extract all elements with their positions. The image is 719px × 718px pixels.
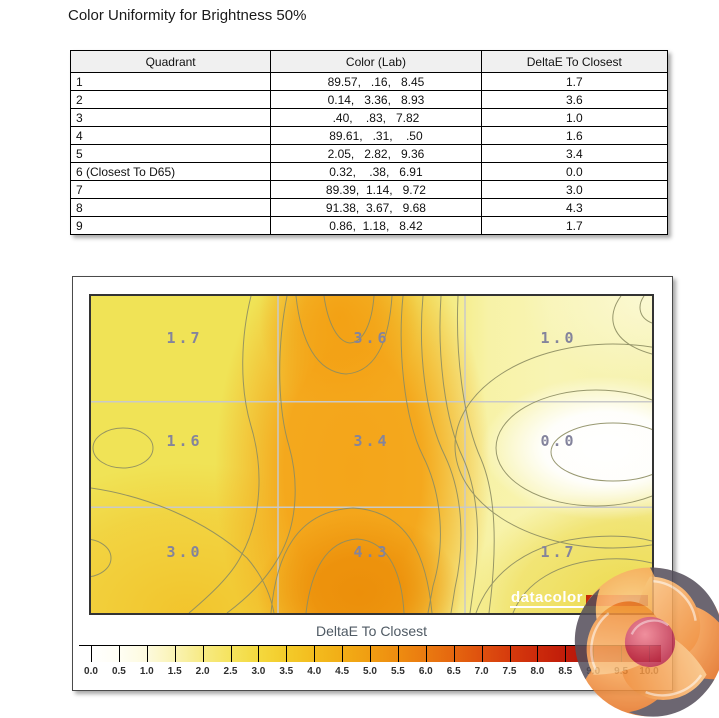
table-cell: 1 bbox=[71, 73, 271, 91]
colorbar-tick-label: 7.5 bbox=[502, 666, 517, 677]
heatmap-value-label: 0.0 bbox=[540, 432, 577, 450]
table-cell: 0.0 bbox=[481, 163, 667, 181]
table-row bbox=[71, 73, 668, 91]
colorbar-tick bbox=[342, 646, 343, 662]
heatmap-value-label: 3.4 bbox=[353, 432, 390, 450]
table-cell: 91.38, 3.67, 9.68 bbox=[271, 199, 481, 217]
colorbar-tick-label: 4.0 bbox=[307, 666, 322, 677]
colorbar-tick-label: 6.0 bbox=[418, 666, 433, 677]
colorbar-tick bbox=[482, 646, 483, 662]
table-row bbox=[71, 145, 668, 163]
table-cell: 0.14, 3.36, 8.93 bbox=[271, 91, 481, 109]
table-cell: 1.0 bbox=[481, 109, 667, 127]
table-cell: 8 bbox=[71, 199, 271, 217]
colorbar-tick-label: 2.5 bbox=[223, 666, 238, 677]
table-cell: 9 bbox=[71, 217, 271, 235]
table-cell: 6 (Closest To D65) bbox=[71, 163, 271, 181]
table-cell: 1.7 bbox=[481, 73, 667, 91]
heatmap-value-label: 4.3 bbox=[353, 543, 390, 561]
colorbar-tick-label: 3.5 bbox=[279, 666, 294, 677]
column-header-color-lab: Color (Lab) bbox=[271, 51, 481, 73]
colorbar-tick-label: 1.0 bbox=[139, 666, 154, 677]
table-cell: 1.6 bbox=[481, 127, 667, 145]
colorbar-tick-label: 8.5 bbox=[558, 666, 573, 677]
colorbar-tick bbox=[370, 646, 371, 662]
colorbar-tick bbox=[231, 646, 232, 662]
colorbar-tick bbox=[258, 646, 259, 662]
colorbar-tick bbox=[91, 646, 92, 662]
table-row bbox=[71, 181, 668, 199]
colorbar-tick-label: 2.0 bbox=[195, 666, 210, 677]
column-header-quadrant: Quadrant bbox=[71, 51, 271, 73]
table-cell: 5 bbox=[71, 145, 271, 163]
table-header bbox=[71, 51, 668, 73]
table-cell: 3.0 bbox=[481, 181, 667, 199]
heatmap-value-label: 1.7 bbox=[540, 543, 577, 561]
colorbar-tick-label: 0.0 bbox=[84, 666, 98, 677]
table-row bbox=[71, 127, 668, 145]
colorbar-tick-label: 5.5 bbox=[390, 666, 405, 677]
uniformity-table bbox=[70, 50, 668, 235]
table-cell: 3 bbox=[71, 109, 271, 127]
table-cell: 89.57, .16, 8.45 bbox=[271, 73, 481, 91]
table-cell: 3.4 bbox=[481, 145, 667, 163]
colorbar-tick-label: 8.0 bbox=[530, 666, 545, 677]
heatmap-value-label: 3.6 bbox=[353, 329, 390, 347]
contour-plot bbox=[89, 294, 654, 615]
colorbar-tick-label: 7.0 bbox=[474, 666, 489, 677]
table-row bbox=[71, 109, 668, 127]
table-cell: 4 bbox=[71, 127, 271, 145]
colorbar-tick bbox=[175, 646, 176, 662]
colorbar-tick bbox=[119, 646, 120, 662]
colorbar-tick bbox=[286, 646, 287, 662]
kitguru-logo bbox=[574, 566, 719, 718]
datacolor-wordmark: datacolor bbox=[510, 589, 583, 606]
table-cell: 7 bbox=[71, 181, 271, 199]
table-body bbox=[71, 73, 668, 235]
colorbar-tick bbox=[510, 646, 511, 662]
table-row bbox=[71, 199, 668, 217]
colorbar-tick bbox=[426, 646, 427, 662]
table-cell: 89.61, .31, .50 bbox=[271, 127, 481, 145]
table-cell: 2.05, 2.82, 9.36 bbox=[271, 145, 481, 163]
colorbar-tick-label: 6.5 bbox=[446, 666, 461, 677]
heatmap-value-label: 3.0 bbox=[166, 543, 203, 561]
table-row bbox=[71, 91, 668, 109]
table-cell: 3.6 bbox=[481, 91, 667, 109]
table-cell: 89.39, 1.14, 9.72 bbox=[271, 181, 481, 199]
colorbar-tick bbox=[565, 646, 566, 662]
colorbar-tick bbox=[454, 646, 455, 662]
table-cell: 0.32, .38, 6.91 bbox=[271, 163, 481, 181]
colorbar-tick bbox=[314, 646, 315, 662]
table-cell: 0.86, 1.18, 8.42 bbox=[271, 217, 481, 235]
heatmap-value-label: 1.6 bbox=[166, 432, 203, 450]
table-row bbox=[71, 217, 668, 235]
colorbar-tick-label: 3.0 bbox=[251, 666, 266, 677]
column-header-deltae: DeltaE To Closest bbox=[481, 51, 667, 73]
colorbar-tick-label: 0.5 bbox=[111, 666, 126, 677]
colorbar-title: DeltaE To Closest bbox=[315, 623, 427, 639]
colorbar-tick-label: 1.5 bbox=[167, 666, 182, 677]
table-cell: 1.7 bbox=[481, 217, 667, 235]
colorbar-tick bbox=[537, 646, 538, 662]
heatmap-value-label: 1.7 bbox=[166, 329, 203, 347]
colorbar-tick-label: 4.5 bbox=[335, 666, 350, 677]
colorbar-tick bbox=[147, 646, 148, 662]
heatmap-value-label: 1.0 bbox=[540, 329, 577, 347]
colorbar-tick bbox=[203, 646, 204, 662]
page-title: Color Uniformity for Brightness 50% bbox=[68, 7, 307, 24]
table-cell: 2 bbox=[71, 91, 271, 109]
colorbar-tick-label: 5.0 bbox=[363, 666, 377, 677]
table-cell: 4.3 bbox=[481, 199, 667, 217]
colorbar-tick bbox=[398, 646, 399, 662]
table-row bbox=[71, 163, 668, 181]
table-cell: .40, .83, 7.82 bbox=[271, 109, 481, 127]
